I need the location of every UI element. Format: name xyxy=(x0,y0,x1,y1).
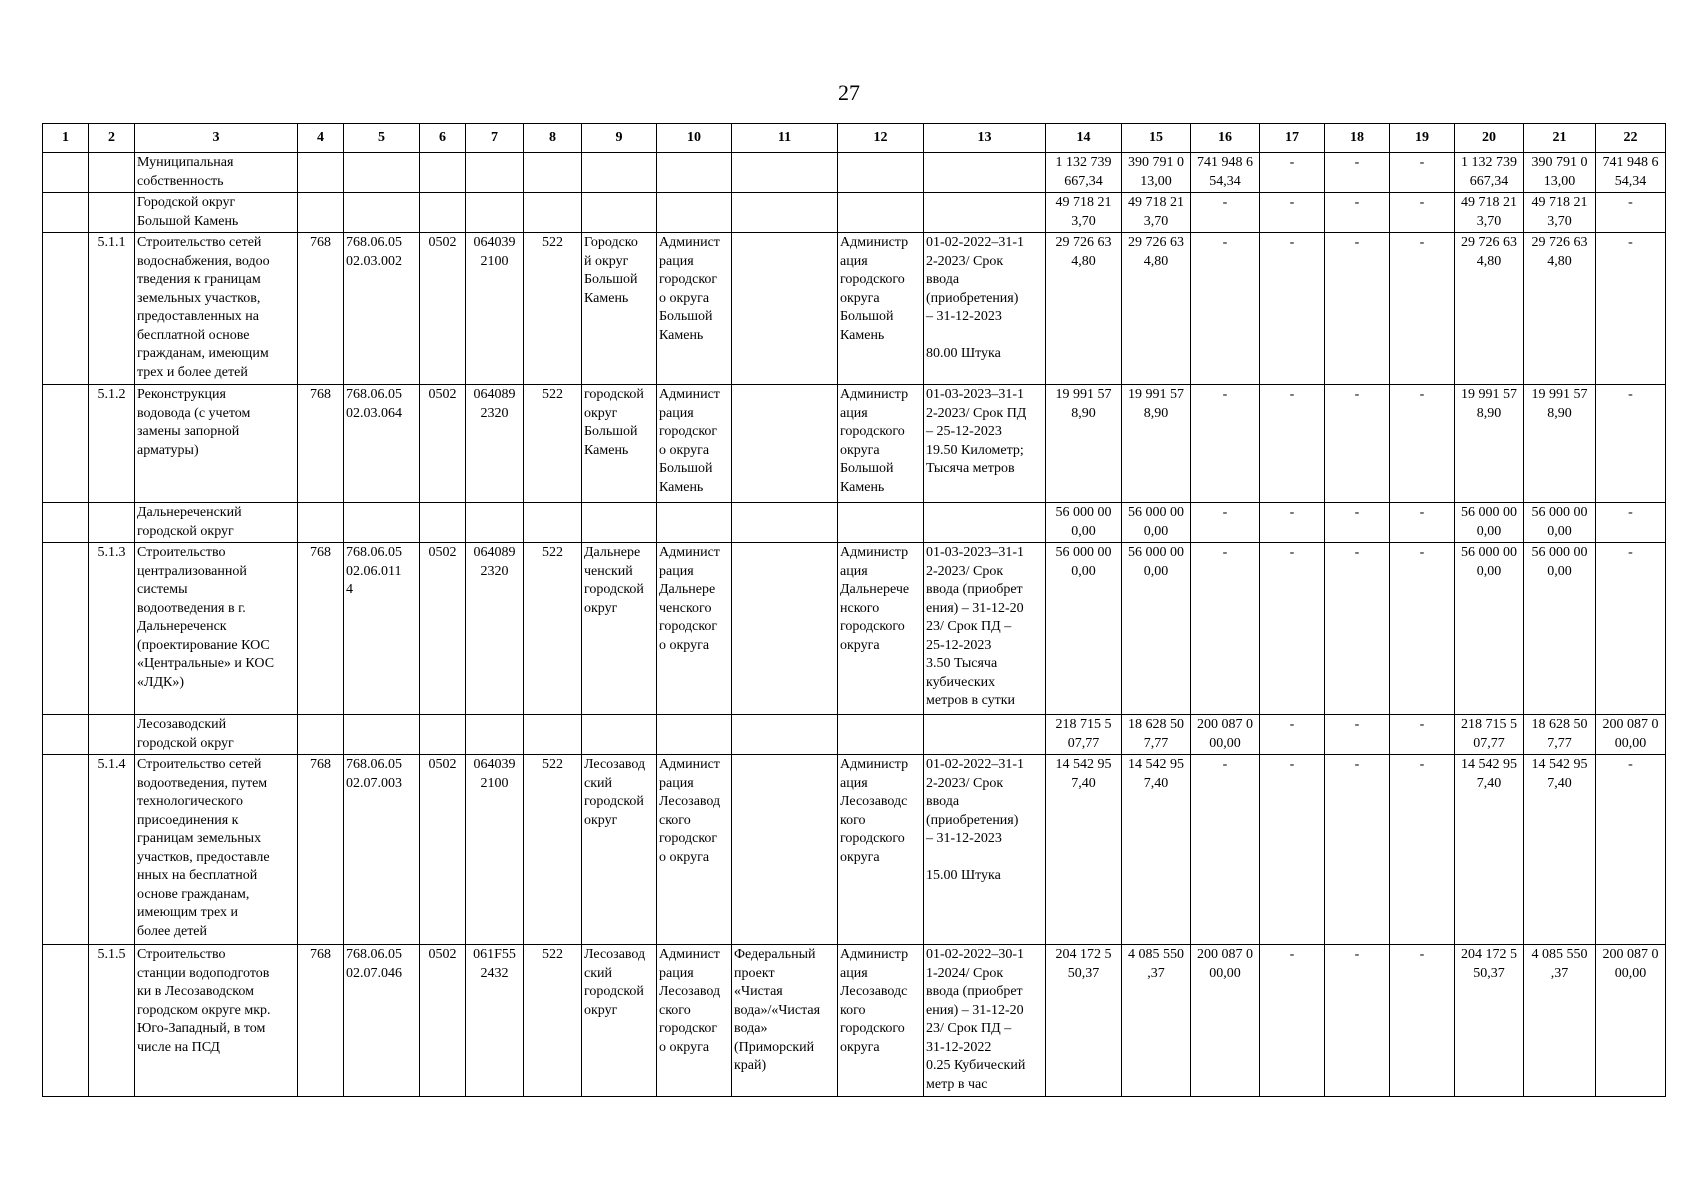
table-cell-col-12: Администр ация Дальнерече нского городского округа xyxy=(838,543,924,715)
table-cell-col-17: - xyxy=(1260,543,1325,715)
table-cell-col-6 xyxy=(420,503,466,543)
table-cell-col-14: 56 000 00 0,00 xyxy=(1046,543,1122,715)
table-cell-col-13: 01-03-2023–31-1 2-2023/ Срок ввода (приобрет ения) – 31-12-20 23/ Срок ПД – 25-12-2023 3.50 Тысяча кубических метров в сутки xyxy=(924,543,1046,715)
table-cell-col-12: Администр ация Лесозаводс кого городского округа xyxy=(838,945,924,1097)
table-cell-col-19: - xyxy=(1390,385,1455,503)
table-cell-col-18: - xyxy=(1325,543,1390,715)
column-header-13: 13 xyxy=(924,124,1046,153)
page-number: 27 xyxy=(838,80,860,105)
table-cell-col-21: 56 000 00 0,00 xyxy=(1524,543,1596,715)
table-cell-col-2 xyxy=(89,503,135,543)
table-cell-col-16: - xyxy=(1191,543,1260,715)
column-header-19: 19 xyxy=(1390,124,1455,153)
column-header-21: 21 xyxy=(1524,124,1596,153)
budget-table xyxy=(42,123,1666,1097)
table-cell-col-13: 01-02-2022–30-1 1-2024/ Срок ввода (приобрет ения) – 31-12-20 23/ Срок ПД – 31-12-2022 0.25 Кубический метр в час xyxy=(924,945,1046,1097)
table-cell-col-11 xyxy=(732,153,838,193)
table-cell-col-13 xyxy=(924,153,1046,193)
column-header-10: 10 xyxy=(657,124,732,153)
table-cell-col-11 xyxy=(732,233,838,385)
table-cell-col-4 xyxy=(298,193,344,233)
table-cell-col-20: 204 172 5 50,37 xyxy=(1455,945,1524,1097)
table-cell-col-2 xyxy=(89,715,135,755)
table-cell-col-9 xyxy=(582,503,657,543)
table-cell-col-6 xyxy=(420,193,466,233)
table-row xyxy=(43,153,1666,193)
column-header-8: 8 xyxy=(524,124,582,153)
table-cell-col-4 xyxy=(298,153,344,193)
table-cell-col-22: 200 087 0 00,00 xyxy=(1596,715,1666,755)
column-header-20: 20 xyxy=(1455,124,1524,153)
table-cell-col-17: - xyxy=(1260,385,1325,503)
table-cell-col-4 xyxy=(298,715,344,755)
table-cell-col-13 xyxy=(924,503,1046,543)
table-cell-col-6: 0502 xyxy=(420,543,466,715)
table-cell-col-2: 5.1.2 xyxy=(89,385,135,503)
table-cell-col-5: 768.06.05 02.06.011 4 xyxy=(344,543,420,715)
table-cell-col-2 xyxy=(89,193,135,233)
table-cell-col-10 xyxy=(657,503,732,543)
table-cell-col-10 xyxy=(657,153,732,193)
table-row xyxy=(43,543,1666,715)
table-cell-col-19: - xyxy=(1390,233,1455,385)
table-cell-col-5 xyxy=(344,503,420,543)
table-cell-col-16: 200 087 0 00,00 xyxy=(1191,945,1260,1097)
table-cell-col-10: Админист рация городског о округа Большой Камень xyxy=(657,385,732,503)
column-header-14: 14 xyxy=(1046,124,1122,153)
table-cell-col-16: - xyxy=(1191,193,1260,233)
table-cell-col-12 xyxy=(838,503,924,543)
table-cell-col-14: 14 542 95 7,40 xyxy=(1046,755,1122,945)
table-cell-col-20: 1 132 739 667,34 xyxy=(1455,153,1524,193)
table-cell-col-11 xyxy=(732,385,838,503)
column-header-3: 3 xyxy=(135,124,298,153)
table-cell-col-6: 0502 xyxy=(420,385,466,503)
table-cell-col-18: - xyxy=(1325,503,1390,543)
table-cell-col-17: - xyxy=(1260,945,1325,1097)
table-cell-col-19: - xyxy=(1390,503,1455,543)
table-cell-col-21: 18 628 50 7,77 xyxy=(1524,715,1596,755)
table-cell-col-7 xyxy=(466,153,524,193)
column-header-7: 7 xyxy=(466,124,524,153)
table-cell-col-13: 01-02-2022–31-1 2-2023/ Срок ввода (приобретения) – 31-12-2023 80.00 Штука xyxy=(924,233,1046,385)
table-cell-col-14: 49 718 21 3,70 xyxy=(1046,193,1122,233)
table-cell-col-1 xyxy=(43,543,89,715)
table-row xyxy=(43,503,1666,543)
table-row xyxy=(43,755,1666,945)
table-cell-col-4: 768 xyxy=(298,945,344,1097)
table-cell-col-10 xyxy=(657,715,732,755)
table-cell-col-15: 14 542 95 7,40 xyxy=(1122,755,1191,945)
column-header-9: 9 xyxy=(582,124,657,153)
table-cell-col-7: 061F55 2432 xyxy=(466,945,524,1097)
table-cell-col-22: 741 948 6 54,34 xyxy=(1596,153,1666,193)
table-cell-col-21: 19 991 57 8,90 xyxy=(1524,385,1596,503)
table-cell-col-1 xyxy=(43,233,89,385)
table-cell-col-9 xyxy=(582,153,657,193)
table-cell-col-7 xyxy=(466,193,524,233)
table-cell-col-15: 4 085 550 ,37 xyxy=(1122,945,1191,1097)
table-cell-col-4 xyxy=(298,503,344,543)
table-cell-col-14: 204 172 5 50,37 xyxy=(1046,945,1122,1097)
table-cell-col-1 xyxy=(43,385,89,503)
column-header-11: 11 xyxy=(732,124,838,153)
table-cell-col-7 xyxy=(466,503,524,543)
table-body xyxy=(43,153,1666,1097)
table-cell-col-2 xyxy=(89,153,135,193)
column-number-header xyxy=(43,124,1666,153)
table-cell-col-18: - xyxy=(1325,755,1390,945)
table-cell-col-10: Админист рация городског о округа Большой Камень xyxy=(657,233,732,385)
table-cell-col-22: - xyxy=(1596,233,1666,385)
table-cell-col-10: Админист рация Лесозавод ского городског о округа xyxy=(657,755,732,945)
table-cell-col-8: 522 xyxy=(524,233,582,385)
table-cell-col-21: 49 718 21 3,70 xyxy=(1524,193,1596,233)
table-cell-col-15: 49 718 21 3,70 xyxy=(1122,193,1191,233)
table-row xyxy=(43,385,1666,503)
table-cell-col-20: 49 718 21 3,70 xyxy=(1455,193,1524,233)
table-cell-col-5 xyxy=(344,715,420,755)
table-row xyxy=(43,715,1666,755)
table-cell-col-5: 768.06.05 02.07.003 xyxy=(344,755,420,945)
table-cell-col-7 xyxy=(466,715,524,755)
column-header-16: 16 xyxy=(1191,124,1260,153)
table-cell-col-3: Реконструкция водовода (с учетом замены запорной арматуры) xyxy=(135,385,298,503)
table-cell-col-20: 29 726 63 4,80 xyxy=(1455,233,1524,385)
table-cell-col-16: - xyxy=(1191,503,1260,543)
table-cell-col-3: Строительство централизованной системы водоотведения в г. Дальнереченск (проектирование КОС «Центральные» и КОС «ЛДК») xyxy=(135,543,298,715)
table-row xyxy=(43,233,1666,385)
table-cell-col-8: 522 xyxy=(524,755,582,945)
table-cell-col-15: 19 991 57 8,90 xyxy=(1122,385,1191,503)
table-cell-col-9: Дальнере ченский городской округ xyxy=(582,543,657,715)
table-cell-col-12: Администр ация городского округа Большой Камень xyxy=(838,233,924,385)
table-cell-col-3: Строительство станции водоподготов ки в Лесозаводском городском округе мкр. Юго-Западный, в том числе на ПСД xyxy=(135,945,298,1097)
column-header-18: 18 xyxy=(1325,124,1390,153)
table-cell-col-22: - xyxy=(1596,543,1666,715)
table-cell-col-5: 768.06.05 02.03.064 xyxy=(344,385,420,503)
table-cell-col-4: 768 xyxy=(298,755,344,945)
table-cell-col-3: Городской округ Большой Камень xyxy=(135,193,298,233)
table-cell-col-12 xyxy=(838,193,924,233)
table-cell-col-4: 768 xyxy=(298,233,344,385)
table-cell-col-22: - xyxy=(1596,503,1666,543)
table-cell-col-16: 741 948 6 54,34 xyxy=(1191,153,1260,193)
table-cell-col-21: 56 000 00 0,00 xyxy=(1524,503,1596,543)
table-cell-col-8 xyxy=(524,193,582,233)
table-cell-col-15: 390 791 0 13,00 xyxy=(1122,153,1191,193)
column-header-2: 2 xyxy=(89,124,135,153)
table-cell-col-9 xyxy=(582,715,657,755)
table-cell-col-20: 19 991 57 8,90 xyxy=(1455,385,1524,503)
table-cell-col-8 xyxy=(524,503,582,543)
table-cell-col-12: Администр ация Лесозаводс кого городского округа xyxy=(838,755,924,945)
table-cell-col-7: 064089 2320 xyxy=(466,385,524,503)
table-cell-col-3: Муниципальная собственность xyxy=(135,153,298,193)
column-header-5: 5 xyxy=(344,124,420,153)
table-cell-col-21: 14 542 95 7,40 xyxy=(1524,755,1596,945)
table-cell-col-14: 56 000 00 0,00 xyxy=(1046,503,1122,543)
table-cell-col-14: 218 715 5 07,77 xyxy=(1046,715,1122,755)
table-cell-col-5: 768.06.05 02.07.046 xyxy=(344,945,420,1097)
column-header-17: 17 xyxy=(1260,124,1325,153)
table-cell-col-10: Админист рация Лесозавод ского городског о округа xyxy=(657,945,732,1097)
table-cell-col-1 xyxy=(43,153,89,193)
table-cell-col-7: 064089 2320 xyxy=(466,543,524,715)
table-cell-col-19: - xyxy=(1390,193,1455,233)
table-cell-col-9: Лесозавод ский городской округ xyxy=(582,755,657,945)
table-cell-col-8: 522 xyxy=(524,543,582,715)
table-cell-col-20: 56 000 00 0,00 xyxy=(1455,503,1524,543)
table-cell-col-6: 0502 xyxy=(420,233,466,385)
table-cell-col-20: 218 715 5 07,77 xyxy=(1455,715,1524,755)
table-cell-col-18: - xyxy=(1325,945,1390,1097)
table-cell-col-9: Городско й округ Большой Камень xyxy=(582,233,657,385)
table-cell-col-12 xyxy=(838,715,924,755)
table-row xyxy=(43,945,1666,1097)
table-cell-col-8: 522 xyxy=(524,385,582,503)
table-cell-col-13: 01-02-2022–31-1 2-2023/ Срок ввода (приобретения) – 31-12-2023 15.00 Штука xyxy=(924,755,1046,945)
table-cell-col-6: 0502 xyxy=(420,945,466,1097)
table-cell-col-17: - xyxy=(1260,503,1325,543)
table-cell-col-21: 29 726 63 4,80 xyxy=(1524,233,1596,385)
table-cell-col-15: 56 000 00 0,00 xyxy=(1122,503,1191,543)
table-cell-col-19: - xyxy=(1390,755,1455,945)
table-cell-col-14: 1 132 739 667,34 xyxy=(1046,153,1122,193)
table-cell-col-1 xyxy=(43,945,89,1097)
table-cell-col-7: 064039 2100 xyxy=(466,755,524,945)
table-cell-col-21: 4 085 550 ,37 xyxy=(1524,945,1596,1097)
table-cell-col-6 xyxy=(420,153,466,193)
table-cell-col-12 xyxy=(838,153,924,193)
table-cell-col-18: - xyxy=(1325,385,1390,503)
table-cell-col-9 xyxy=(582,193,657,233)
table-cell-col-17: - xyxy=(1260,755,1325,945)
table-cell-col-11 xyxy=(732,755,838,945)
table-cell-col-18: - xyxy=(1325,153,1390,193)
table-cell-col-2: 5.1.4 xyxy=(89,755,135,945)
table-cell-col-16: - xyxy=(1191,233,1260,385)
table-cell-col-16: 200 087 0 00,00 xyxy=(1191,715,1260,755)
table-cell-col-16: - xyxy=(1191,755,1260,945)
table-cell-col-3: Лесозаводский городской округ xyxy=(135,715,298,755)
table-cell-col-1 xyxy=(43,755,89,945)
table-cell-col-4: 768 xyxy=(298,385,344,503)
table-cell-col-10 xyxy=(657,193,732,233)
table-cell-col-14: 19 991 57 8,90 xyxy=(1046,385,1122,503)
table-cell-col-11 xyxy=(732,503,838,543)
table-cell-col-18: - xyxy=(1325,233,1390,385)
table-cell-col-17: - xyxy=(1260,233,1325,385)
table-cell-col-3: Строительство сетей водоснабжения, водоо тведения к границам земельных участков, предоставленных на бесплатной основе гражданам, имеющим трех и более детей xyxy=(135,233,298,385)
table-cell-col-8: 522 xyxy=(524,945,582,1097)
table-cell-col-5 xyxy=(344,193,420,233)
column-header-6: 6 xyxy=(420,124,466,153)
table-cell-col-22: - xyxy=(1596,755,1666,945)
table-cell-col-3: Строительство сетей водоотведения, путем технологического присоединения к границам земельных участков, предоставле нных на бесплатной основе гражданам, имеющим трех и более детей xyxy=(135,755,298,945)
table-cell-col-17: - xyxy=(1260,153,1325,193)
table-cell-col-1 xyxy=(43,193,89,233)
table-cell-col-6 xyxy=(420,715,466,755)
table-cell-col-2: 5.1.3 xyxy=(89,543,135,715)
table-cell-col-1 xyxy=(43,715,89,755)
table-cell-col-2: 5.1.5 xyxy=(89,945,135,1097)
table-cell-col-10: Админист рация Дальнере ченского городског о округа xyxy=(657,543,732,715)
table-cell-col-13: 01-03-2023–31-1 2-2023/ Срок ПД – 25-12-2023 19.50 Километр; Тысяча метров xyxy=(924,385,1046,503)
table-row xyxy=(43,193,1666,233)
table-cell-col-20: 56 000 00 0,00 xyxy=(1455,543,1524,715)
table-cell-col-15: 56 000 00 0,00 xyxy=(1122,543,1191,715)
table-cell-col-22: - xyxy=(1596,385,1666,503)
table-cell-col-9: Лесозавод ский городской округ xyxy=(582,945,657,1097)
table-cell-col-2: 5.1.1 xyxy=(89,233,135,385)
table-cell-col-11 xyxy=(732,543,838,715)
table-cell-col-18: - xyxy=(1325,715,1390,755)
column-header-1: 1 xyxy=(43,124,89,153)
table-cell-col-8 xyxy=(524,715,582,755)
table-cell-col-5: 768.06.05 02.03.002 xyxy=(344,233,420,385)
table-cell-col-5 xyxy=(344,153,420,193)
table-cell-col-22: - xyxy=(1596,193,1666,233)
table-cell-col-8 xyxy=(524,153,582,193)
table-cell-col-13 xyxy=(924,193,1046,233)
column-header-4: 4 xyxy=(298,124,344,153)
table-cell-col-4: 768 xyxy=(298,543,344,715)
table-cell-col-7: 064039 2100 xyxy=(466,233,524,385)
table-cell-col-3: Дальнереченский городской округ xyxy=(135,503,298,543)
table-cell-col-15: 29 726 63 4,80 xyxy=(1122,233,1191,385)
table-cell-col-19: - xyxy=(1390,543,1455,715)
table-cell-col-12: Администр ация городского округа Большой Камень xyxy=(838,385,924,503)
table-cell-col-14: 29 726 63 4,80 xyxy=(1046,233,1122,385)
table-cell-col-15: 18 628 50 7,77 xyxy=(1122,715,1191,755)
table-cell-col-18: - xyxy=(1325,193,1390,233)
table-cell-col-20: 14 542 95 7,40 xyxy=(1455,755,1524,945)
table-cell-col-19: - xyxy=(1390,945,1455,1097)
table-cell-col-11 xyxy=(732,193,838,233)
table-cell-col-16: - xyxy=(1191,385,1260,503)
table-cell-col-19: - xyxy=(1390,153,1455,193)
table-cell-col-17: - xyxy=(1260,193,1325,233)
column-header-22: 22 xyxy=(1596,124,1666,153)
table-cell-col-11 xyxy=(732,715,838,755)
table-cell-col-13 xyxy=(924,715,1046,755)
column-header-12: 12 xyxy=(838,124,924,153)
table-cell-col-11: Федеральный проект «Чистая вода»/«Чистая вода» (Приморский край) xyxy=(732,945,838,1097)
table-cell-col-9: городской округ Большой Камень xyxy=(582,385,657,503)
table-cell-col-22: 200 087 0 00,00 xyxy=(1596,945,1666,1097)
table-cell-col-1 xyxy=(43,503,89,543)
table-cell-col-21: 390 791 0 13,00 xyxy=(1524,153,1596,193)
table-cell-col-17: - xyxy=(1260,715,1325,755)
column-header-15: 15 xyxy=(1122,124,1191,153)
table-cell-col-6: 0502 xyxy=(420,755,466,945)
table-cell-col-19: - xyxy=(1390,715,1455,755)
